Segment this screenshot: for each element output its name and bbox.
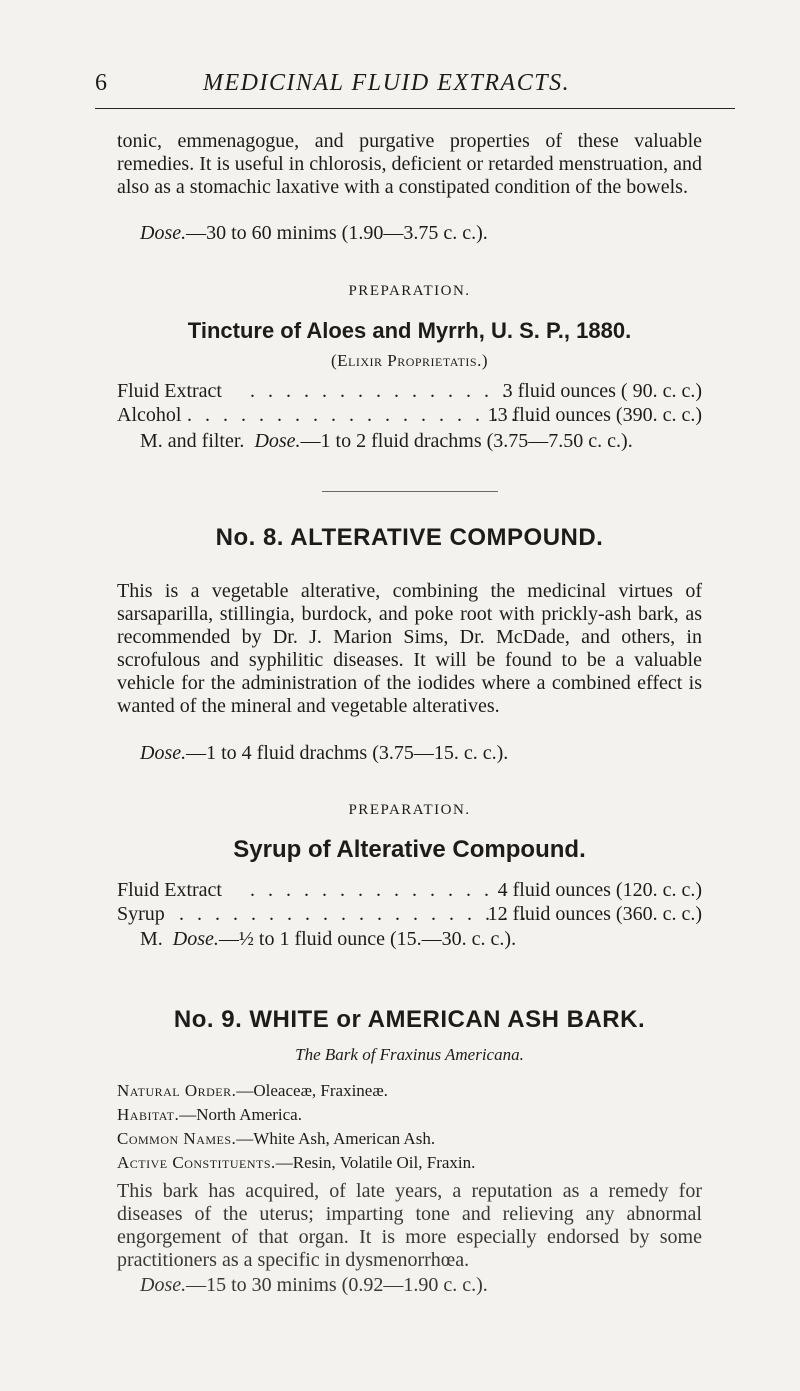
dose-text: —15 to 30 minims (0.92—1.90 c. c.). xyxy=(186,1274,488,1296)
ingredient-name: Fluid Extract xyxy=(117,879,222,901)
ingredient-quantity: 13 fluid ounces (390. c. c.) xyxy=(487,404,702,426)
botany-value: —Oleaceæ, Fraxineæ. xyxy=(236,1081,388,1100)
botany-label: Natural Order. xyxy=(117,1081,237,1100)
preparation-heading: PREPARATION. xyxy=(348,802,471,818)
dose-label: Dose. xyxy=(140,1274,187,1296)
formula-row xyxy=(117,879,702,903)
botany-label: Common Names. xyxy=(117,1129,237,1148)
ingredient-name: Syrup xyxy=(117,903,165,925)
dose-text: —1 to 2 fluid drachms (3.75—7.50 c. c.). xyxy=(300,430,633,452)
formula-row xyxy=(117,404,702,428)
preparation-heading: PREPARATION. xyxy=(348,283,471,299)
leader-dots: . . . . . . . . . . . . . . . . . . . . xyxy=(179,903,530,925)
section-paragraph: This bark has acquired, of late years, a reputation as a remedy for diseases of the uterus; imparting tone and relieving any abnormal engorgement of that organ. It is more especially endorsed by some practitioners as a specific in dysmenorrhœa. xyxy=(117,1180,702,1271)
leader-dots: . . . . . . . . . . . . . . . xyxy=(250,380,511,402)
section-paragraph: This is a vegetable alterative, combining the medicinal virtues of sarsaparilla, stillingia, burdock, and poke root with prickly-ash bark, as recommended by Dr. J. Marion Sims, Dr. McDade, and others, in scrofulous and syphilitic diseases. It will be found to be a valuable vehicle for the administration of the iodides where a combined effect is wanted of the mineral and vegetable alteratives. xyxy=(117,580,702,717)
dose-text: —½ to 1 fluid ounce (15.—30. c. c.). xyxy=(218,928,517,950)
botany-value: —White Ash, American Ash. xyxy=(236,1129,436,1148)
intro-dose xyxy=(140,222,488,245)
section-heading: No. 9. WHITE or AMERICAN ASH BARK. xyxy=(173,1006,646,1033)
latin-name: The Bark of Fraxinus Americana. xyxy=(295,1045,524,1064)
directions-prefix: M. and filter. xyxy=(140,430,245,452)
ingredient-quantity: 12 fluid ounces (360. c. c.) xyxy=(487,903,702,925)
ingredient-name: Fluid Extract xyxy=(117,380,222,402)
preparation-title: Tincture of Aloes and Myrrh, U. S. P., 1880. xyxy=(187,318,632,343)
dose-text: —30 to 60 minims (1.90—3.75 c. c.). xyxy=(186,222,488,244)
dose-label: Dose. xyxy=(140,222,187,244)
ingredient-name: Alcohol xyxy=(117,404,182,426)
ingredient-quantity: 4 fluid ounces (120. c. c.) xyxy=(497,879,702,901)
leader-dots: . . . . . . . . . . . . . . . . . . . . xyxy=(187,404,538,426)
formula-row xyxy=(117,903,702,927)
preparation-subtitle: (Elixir Proprietatis.) xyxy=(330,351,489,370)
botany-line xyxy=(117,1081,388,1101)
botany-line xyxy=(117,1129,435,1149)
botany-line xyxy=(117,1153,475,1173)
intro-paragraph: tonic, emmenagogue, and purgative properties of these valuable remedies. It is useful in chlorosis, deficient or retarded menstruation, and also as a stomachic laxative with a constipated condition of the bowels. xyxy=(117,130,702,198)
preparation-title: Syrup of Alterative Compound. xyxy=(233,836,586,863)
botany-label: Habitat. xyxy=(117,1105,180,1124)
botany-value: —North America. xyxy=(179,1105,302,1124)
preparation-directions xyxy=(140,928,516,951)
directions-prefix: M. xyxy=(140,928,163,950)
section-dose xyxy=(140,742,508,765)
dose-label: Dose. xyxy=(254,430,301,452)
leader-dots: . . . . . . . . . . . . . . . xyxy=(250,879,511,901)
section-divider xyxy=(322,491,498,492)
page-number: 6 xyxy=(95,70,107,96)
botany-line xyxy=(117,1105,302,1125)
page-header xyxy=(95,64,735,109)
preparation-directions xyxy=(140,430,633,453)
botany-value: —Resin, Volatile Oil, Fraxin. xyxy=(275,1153,476,1172)
dose-label: Dose. xyxy=(172,928,219,950)
section-heading: No. 8. ALTERATIVE COMPOUND. xyxy=(215,524,604,551)
running-title: MEDICINAL FLUID EXTRACTS. xyxy=(203,70,571,96)
section-dose xyxy=(140,1274,488,1297)
dose-text: —1 to 4 fluid drachms (3.75—15. c. c.). xyxy=(186,742,509,764)
formula-row xyxy=(117,380,702,404)
dose-label: Dose. xyxy=(140,742,187,764)
botany-label: Active Constituents. xyxy=(117,1153,276,1172)
ingredient-quantity: 3 fluid ounces ( 90. c. c.) xyxy=(502,380,702,402)
